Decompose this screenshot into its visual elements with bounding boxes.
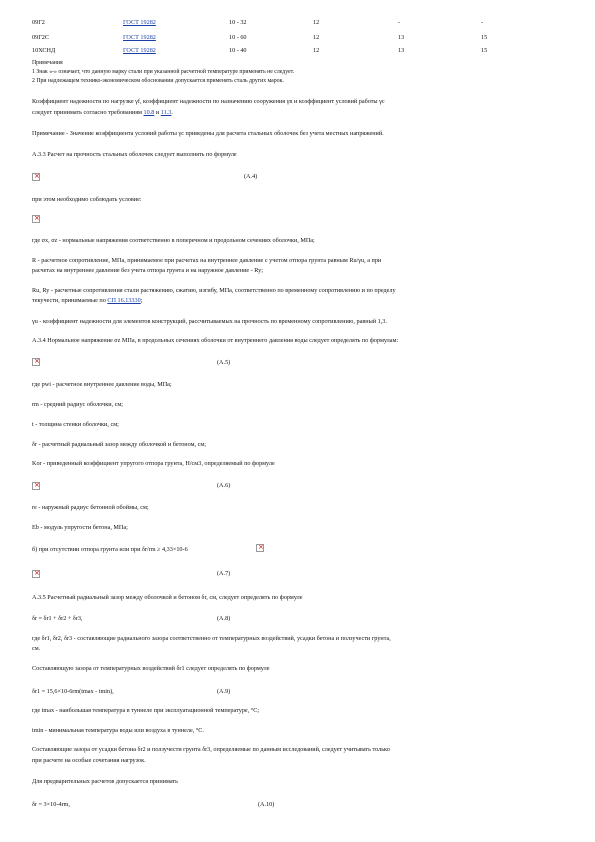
formula-a10: δr = 3×10-4rm, [32,801,70,808]
paragraph-tmin: tmin - минимальная температура воды или воздуха в туннеле, °С. [32,727,204,734]
formula-image-a4 [32,173,40,181]
formula-image-a6 [32,482,40,490]
formula-image-a5 [32,358,40,366]
equation-number-a8: (А.8) [217,615,231,622]
formula-image-inline [256,544,264,552]
equation-number-a4: (А.4) [244,173,258,180]
table-link-gost[interactable]: ГОСТ 19282 [123,47,156,54]
equation-number-a10: (А.10) [258,801,275,808]
paragraph-tmax: где tmax - наибольшая температура в туннеле при эксплуатационной температуре, °С; [32,707,260,714]
formula-image-a7 [32,570,40,578]
table-cell-value: 13 [398,47,405,54]
table-cell-value: - [398,19,401,26]
table-cell-value: - [481,19,484,26]
table-cell-range: 10 - 32 [229,19,247,26]
paragraph-components-line2: см. [32,645,41,652]
paragraph-shrinkage-line2: при расчете на особые сочетания нагрузок. [32,757,146,764]
notes-title: Примечания [32,60,63,66]
paragraph-shrinkage-line1: Составляющие зазора от усадки бетона δr2 и ползучести грунта δr3, определяемые по данным исследований, следует учитывать только [32,746,390,753]
paragraph-sigma: где σx, σz - нормальные напряжения соответственно в поперечном и продольном сечениях оболочки, МПа; [32,237,315,244]
paragraph-coefficients-line2 [32,109,173,117]
equation-number-a6: (А.6) [217,482,231,489]
formula-a9: δr1 = 15,6×10-6rm(tmax - tmin), [32,688,114,695]
link-11-3[interactable]: 11.3 [160,109,172,116]
paragraph-R-line1: R - расчетное сопротивление, МПа, принимаемое при расчетах на внутреннее давление с учетом отпора грунта равным Ru/γu, а при [32,257,382,264]
paragraph-coefficients-line1: Коэффициент надежности по нагрузке γf, коэффициент надежности по назначению сооружения γn и коэффициент условий работы γc [32,98,385,105]
text: текучести, принимаемые по [32,297,108,304]
table-cell-range: 10 - 40 [229,47,247,54]
paragraph-eb: Eb - модуль упругости бетона, МПа; [32,524,128,531]
paragraph-components-line1: где δr1, δr2, δr3 - составляющие радиального зазора соответственно от температурных воздействий, усадки бетона и ползучести грунта, [32,635,391,642]
paragraph-R-line2: расчетах на внутреннее давление без учета отпора грунта и на наружное давление - Ry; [32,267,263,274]
text: и [154,109,161,116]
paragraph-preliminary: Для предварительных расчетов допускается принимать [32,778,178,785]
equation-number-a7: (А.7) [217,570,231,577]
paragraph-Ru-line2 [32,297,142,305]
paragraph-delta-r: δr - расчетный радиальный зазор между оболочкой и бетоном, см; [32,441,206,448]
formula-image-condition [32,215,40,223]
paragraph-case-b: б) при отсутствии отпора грунта или при δr/rm ≥ 4,33×10-6 [32,546,188,553]
paragraph-t: t - толщина стенки оболочки, см; [32,421,119,428]
paragraph-condition: при этом необходимо соблюдать условие: [32,196,142,203]
paragraph-note: Примечание - Значение коэффициента условий работы γc приведены для расчета стальных оболочек без учета местных напряжений. [32,130,384,137]
paragraph-a33: А.3.3 Расчет на прочность стальных оболочек следует выполнять по формуле [32,151,237,158]
table-cell-range: 10 - 60 [229,34,247,41]
table-link-gost[interactable]: ГОСТ 19282 [123,34,156,41]
table-cell-value: 12 [313,34,320,41]
text: . [171,109,173,116]
table-link-gost[interactable]: ГОСТ 19282 [123,19,156,26]
formula-a8: δr = δr1 + δr2 + δr3, [32,615,83,622]
paragraph-gamma-u: γu - коэффициент надежности для элементов конструкций, рассчитываемых на прочность по временному сопротивлению, равный 1,3. [32,318,387,325]
paragraph-rm: rm - средний радиус оболочки, см; [32,401,124,408]
table-cell-value: 13 [398,34,405,41]
table-cell-value: 12 [313,19,320,26]
note-1: 1 Знак «-» означает, что данную марку стали при указанной расчетной температуре применять не следует. [32,69,295,75]
paragraph-kor: Kor - приведенный коэффициент упругого отпора грунта, Н/см3, определяемый по формуле [32,460,275,467]
paragraph-thermal: Составляющую зазора от температурных воздействий δr1 следует определять по формуле [32,665,270,672]
note-2: 2 При надлежащем технико-экономическом обосновании допускается применять сталь других марок. [32,78,284,84]
equation-number-a9: (А.9) [217,688,231,695]
paragraph-pwi: где pwi - расчетное внутреннее давление воды, МПа; [32,381,172,388]
table-cell-value: 15 [481,34,488,41]
paragraph-re: re - наружный радиус бетонной обоймы, см; [32,504,149,511]
table-cell-grade: 09Г2С [32,34,49,41]
text: следует принимать согласно требованиям [32,109,144,116]
link-sp-16-13330[interactable]: СП 16.13330 [107,297,141,304]
equation-number-a5: (А.5) [217,359,231,366]
table-cell-value: 15 [481,47,488,54]
table-cell-grade: 09Г2 [32,19,45,26]
link-10-8[interactable]: 10.8 [143,109,155,116]
table-cell-value: 12 [313,47,320,54]
paragraph-a35: А.3.5 Расчетный радиальный зазор между оболочкой и бетоном δr, см, следует определять по формуле [32,594,303,601]
text: ; [140,297,143,304]
paragraph-a34: А.3.4 Нормальное напряжение σz МПа, в продольных сечениях оболочки от внутреннего давления воды следует определять по формулам: [32,337,399,344]
paragraph-Ru-line1: Ru, Ry - расчетные сопротивления стали растяжению, сжатию, изгибу, МПа, соответственно по временному сопротивлению и по пределу [32,287,396,294]
table-cell-grade: 10ХСНД [32,47,56,54]
